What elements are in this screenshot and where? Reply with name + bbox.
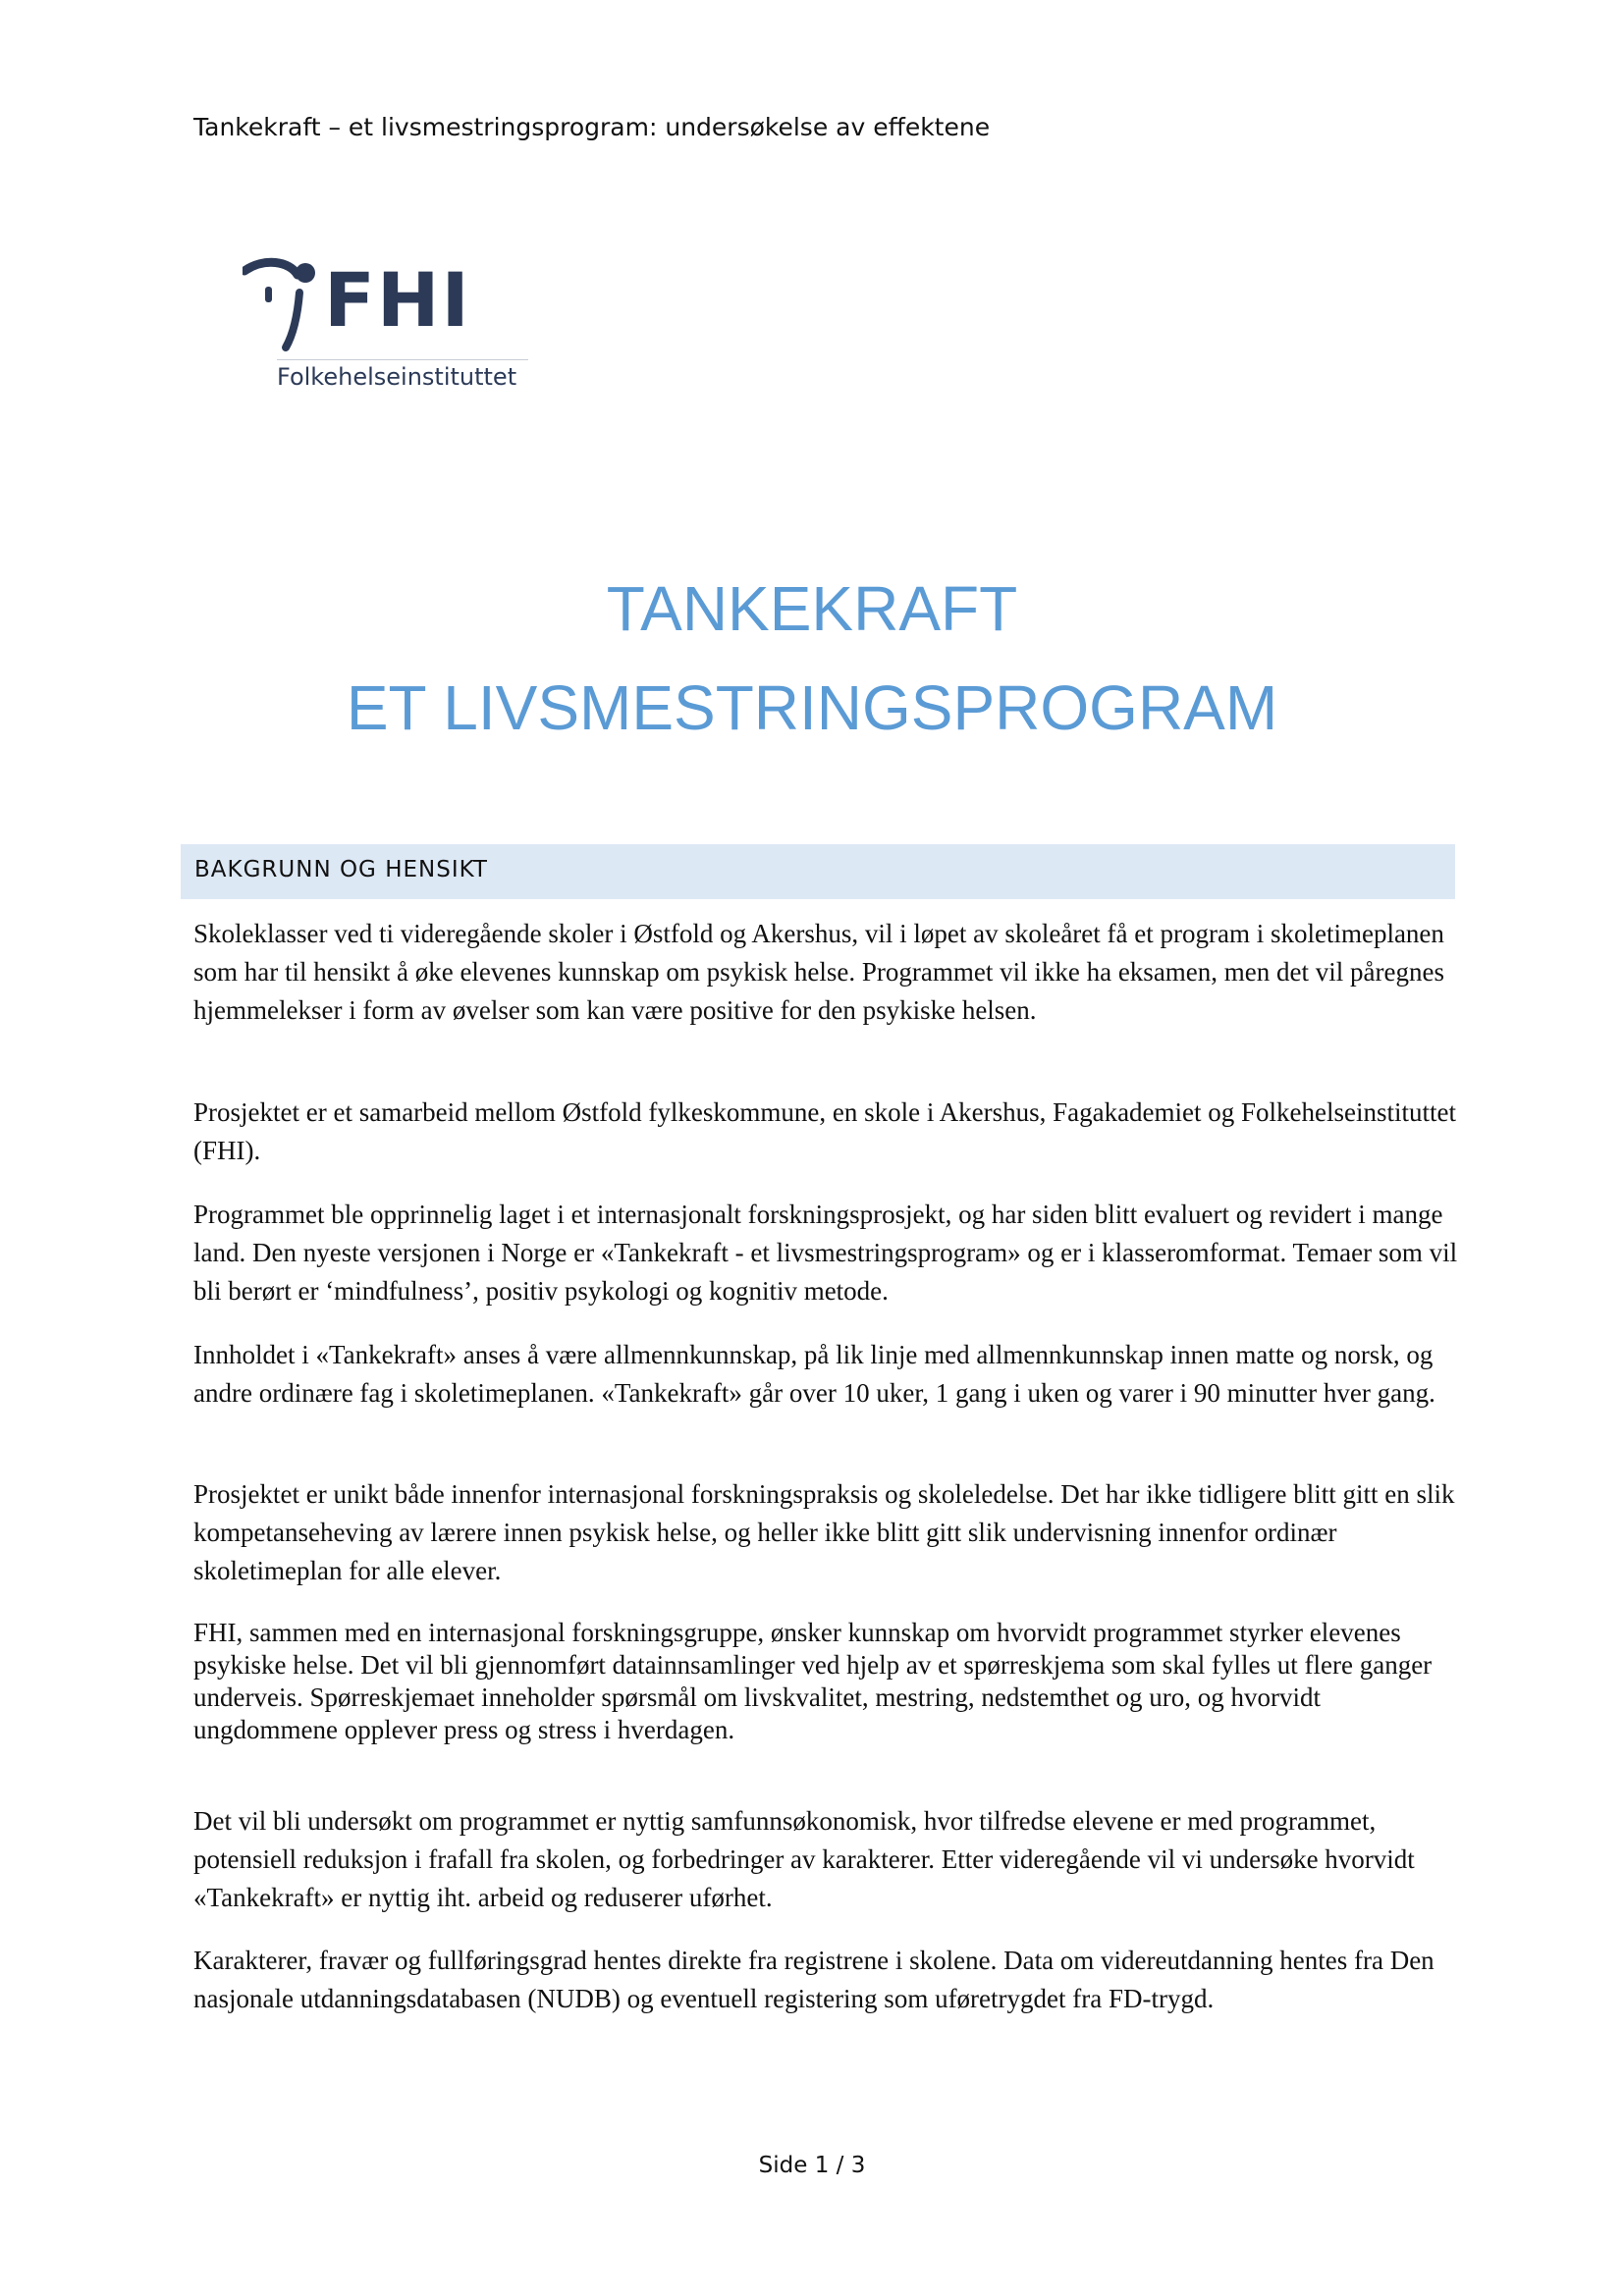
logo-subtitle: Folkehelseinstituttet: [277, 363, 517, 391]
logo-divider: [277, 359, 528, 360]
paragraph-2: Prosjektet er et samarbeid mellom Østfold fylkeskommune, en skole i Akershus, Fagakademiet og Folkehelseinstituttet (FHI).: [193, 1097, 1457, 1165]
fhi-logo: [243, 257, 537, 404]
paragraph-5: Prosjektet er unikt både innenfor internasjonal forskningspraksis og skoleledelse. Det har ikke tidligere blitt gitt en slik kompetanseheving av lærere innen psykisk helse, og heller ikke blitt gitt slik undervisning innenfor ordinær skoletimeplan for alle elever.: [193, 1479, 1455, 1585]
logo-mark: FHI: [324, 256, 471, 344]
section-heading-bar: [181, 844, 1455, 899]
fhi-figure-icon: [243, 257, 321, 355]
paragraph-7: Det vil bli undersøkt om programmet er nyttig samfunnsøkonomisk, hvor tilfredse elevene er med programmet, potensiell reduksjon i frafall fra skolen, og forbedringer av karakterer. Etter videregående vil vi undersøke hvorvidt «Tankekraft» er nyttig iht. arbeid og reduserer uførhet.: [193, 1806, 1415, 1912]
paragraph-1: Skoleklasser ved ti videregående skoler i Østfold og Akershus, vil i løpet av skoleåret få et program i skoletimeplanen som har til hensikt å øke elevenes kunnskap om psykisk helse. Programmet vil ikke ha eksamen, men det vil påregnes hjemmelekser i form av øvelser som kan være positive for den psykiske helsen.: [193, 919, 1444, 1025]
page-number: Side 1 / 3: [758, 2153, 866, 2178]
paragraph-6: FHI, sammen med en internasjonal forskningsgruppe, ønsker kunnskap om hvorvidt programmet styrker elevenes psykiske helse. Det vil bli gjennomført datainnsamlinger ved hjelp av et spørreskjema som skal fylles ut flere ganger underveis. Spørreskjemaet inneholder spørsmål om livskvalitet, mestring, nedstemthet og uro, og hvorvidt ungdommene opplever press og stress i hverdagen.: [193, 1618, 1433, 1744]
running-header: Tankekraft – et livsmestringsprogram: undersøkelse av effektene: [193, 113, 991, 141]
paragraph-4: Innholdet i «Tankekraft» anses å være allmennkunnskap, på lik linje med allmennkunnskap innen matte og norsk, og andre ordinære fag i skoletimeplanen. «Tankekraft» går over 10 uker, 1 gang i uken og varer i 90 minutter hver gang.: [193, 1340, 1435, 1408]
section-heading: BAKGRUNN OG HENSIKT: [194, 857, 488, 882]
paragraph-8: Karakterer, fravær og fullføringsgrad hentes direkte fra registrene i skolene. Data om videreutdanning hentes fra Den nasjonale utdanningsdatabasen (NUDB) og eventuell registering som uføretrygdet fra FD-trygd.: [193, 1946, 1435, 2013]
document-title-line-1: TANKEKRAFT: [606, 573, 1018, 644]
paragraph-3: Programmet ble opprinnelig laget i et internasjonalt forskningsprosjekt, og har siden blitt evaluert og revidert i mange land. Den nyeste versjonen i Norge er «Tankekraft - et livsmestringsprogram» og er i klasseromformat. Temaer som vil bli berørt er ‘mindfulness’, positiv psykologi og kognitiv metode.: [193, 1200, 1458, 1306]
document-title-line-2: ET LIVSMESTRINGSPROGRAM: [346, 672, 1278, 743]
